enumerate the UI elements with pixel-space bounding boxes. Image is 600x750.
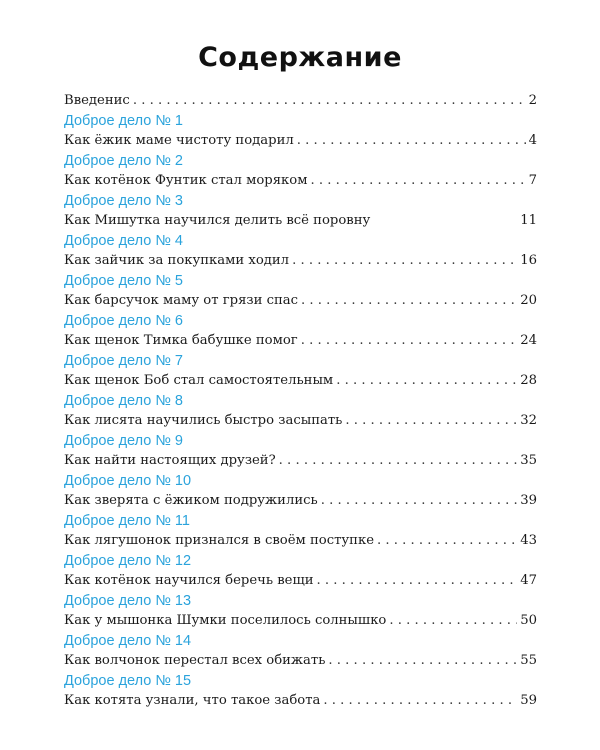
page-title: Содержание	[198, 42, 402, 73]
toc-entry-title: Как найти настоящих друзей?	[64, 453, 276, 468]
toc-entry-title: Как щенок Тимка бабушке помог	[64, 333, 298, 348]
toc-entry	[64, 211, 537, 231]
toc-entry-title: Как лягушонок признался в своём поступке	[64, 533, 374, 548]
section-label: Доброе дело № 1	[64, 113, 183, 129]
section-label: Доброе дело № 8	[64, 393, 183, 409]
toc-entry-title: Как у мышонка Шумки поселилось солнышко	[64, 613, 387, 628]
toc-entry-page: 24	[520, 333, 537, 348]
section-label: Доброе дело № 4	[64, 233, 183, 249]
section-label: Доброе дело № 12	[64, 553, 192, 569]
toc-entry-title: Как щенок Боб стал самостоятельным	[64, 373, 334, 388]
toc-entry-title: Как волчонок перестал всех обижать	[64, 653, 326, 668]
toc-entry-page: 39	[520, 493, 537, 508]
toc-entry-title: Как лисята научились быстро засыпать	[64, 413, 343, 428]
toc-entry	[64, 371, 537, 391]
dot-leader	[321, 491, 518, 511]
toc-entry-title: Как зайчик за покупками ходил	[64, 253, 290, 268]
section-label: Доброе дело № 7	[64, 353, 183, 369]
toc-entry	[64, 171, 537, 191]
section-label: Доброе дело № 3	[64, 193, 183, 209]
dot-leader	[328, 651, 517, 671]
dot-leader	[301, 291, 517, 311]
toc-entry-title: Как ёжик маме чистоту подарил	[64, 133, 294, 148]
dot-leader	[389, 611, 517, 631]
dot-leader	[310, 171, 525, 191]
section-label: Доброе дело № 14	[64, 633, 192, 649]
section-label: Доброе дело № 9	[64, 433, 183, 449]
toc-entry	[64, 411, 537, 431]
section-label: Доброе дело № 2	[64, 153, 183, 169]
toc-entry-page: 50	[520, 613, 537, 628]
toc-entry-title: Как Мишутка научился делить всё поровну	[64, 213, 371, 228]
toc-entry	[64, 331, 537, 351]
toc-entry	[64, 531, 537, 551]
toc-entry-page: 20	[520, 293, 537, 308]
toc-sections	[64, 111, 537, 711]
toc-entry	[64, 131, 537, 151]
toc-entry-page: 2	[528, 93, 537, 108]
dot-leader	[301, 331, 518, 351]
toc-entry-title: Как котята узнали, что такое забота	[64, 693, 321, 708]
dot-leader	[279, 451, 518, 471]
toc-entry-intro	[64, 91, 537, 111]
toc-entry-page: 47	[520, 573, 537, 588]
toc-entry-title: Как барсучок маму от грязи спас	[64, 293, 299, 308]
toc-entry	[64, 291, 537, 311]
toc-entry	[64, 491, 537, 511]
dot-leader	[336, 371, 517, 391]
toc-entry	[64, 691, 537, 711]
section-label: Доброе дело № 10	[64, 473, 192, 489]
toc-entry-page: 28	[520, 373, 537, 388]
section-label: Доброе дело № 11	[64, 513, 190, 529]
toc-entry-title: Как зверята с ёжиком подружились	[64, 493, 318, 508]
toc-entry-title: Введенис	[64, 93, 130, 108]
toc-entry	[64, 251, 537, 271]
table-of-contents	[64, 91, 537, 711]
section-label: Доброе дело № 15	[64, 673, 192, 689]
dot-leader	[377, 531, 517, 551]
toc-entry-page: 11	[520, 213, 537, 228]
toc-entry	[64, 651, 537, 671]
dot-leader	[345, 411, 517, 431]
dot-leader	[292, 251, 517, 271]
toc-entry-page: 32	[520, 413, 537, 428]
toc-entry	[64, 451, 537, 471]
toc-entry	[64, 611, 537, 631]
toc-entry-page: 55	[520, 653, 537, 668]
section-label: Доброе дело № 5	[64, 273, 183, 289]
toc-entry-page: 35	[520, 453, 537, 468]
toc-entry	[64, 571, 537, 591]
toc-entry-page: 43	[520, 533, 537, 548]
toc-entry-page: 16	[520, 253, 537, 268]
section-label: Доброе дело № 6	[64, 313, 183, 329]
dot-leader	[323, 691, 517, 711]
section-label: Доброе дело № 13	[64, 593, 192, 609]
toc-entry-title: Как котёнок научился беречь вещи	[64, 573, 314, 588]
dot-leader	[297, 131, 526, 151]
toc-entry-page: 59	[520, 693, 537, 708]
dot-leader	[317, 571, 518, 591]
toc-entry-page: 4	[528, 133, 537, 148]
toc-entry-title: Как котёнок Фунтик стал моряком	[64, 173, 308, 188]
toc-entry-page: 7	[528, 173, 537, 188]
dot-leader	[133, 91, 526, 111]
